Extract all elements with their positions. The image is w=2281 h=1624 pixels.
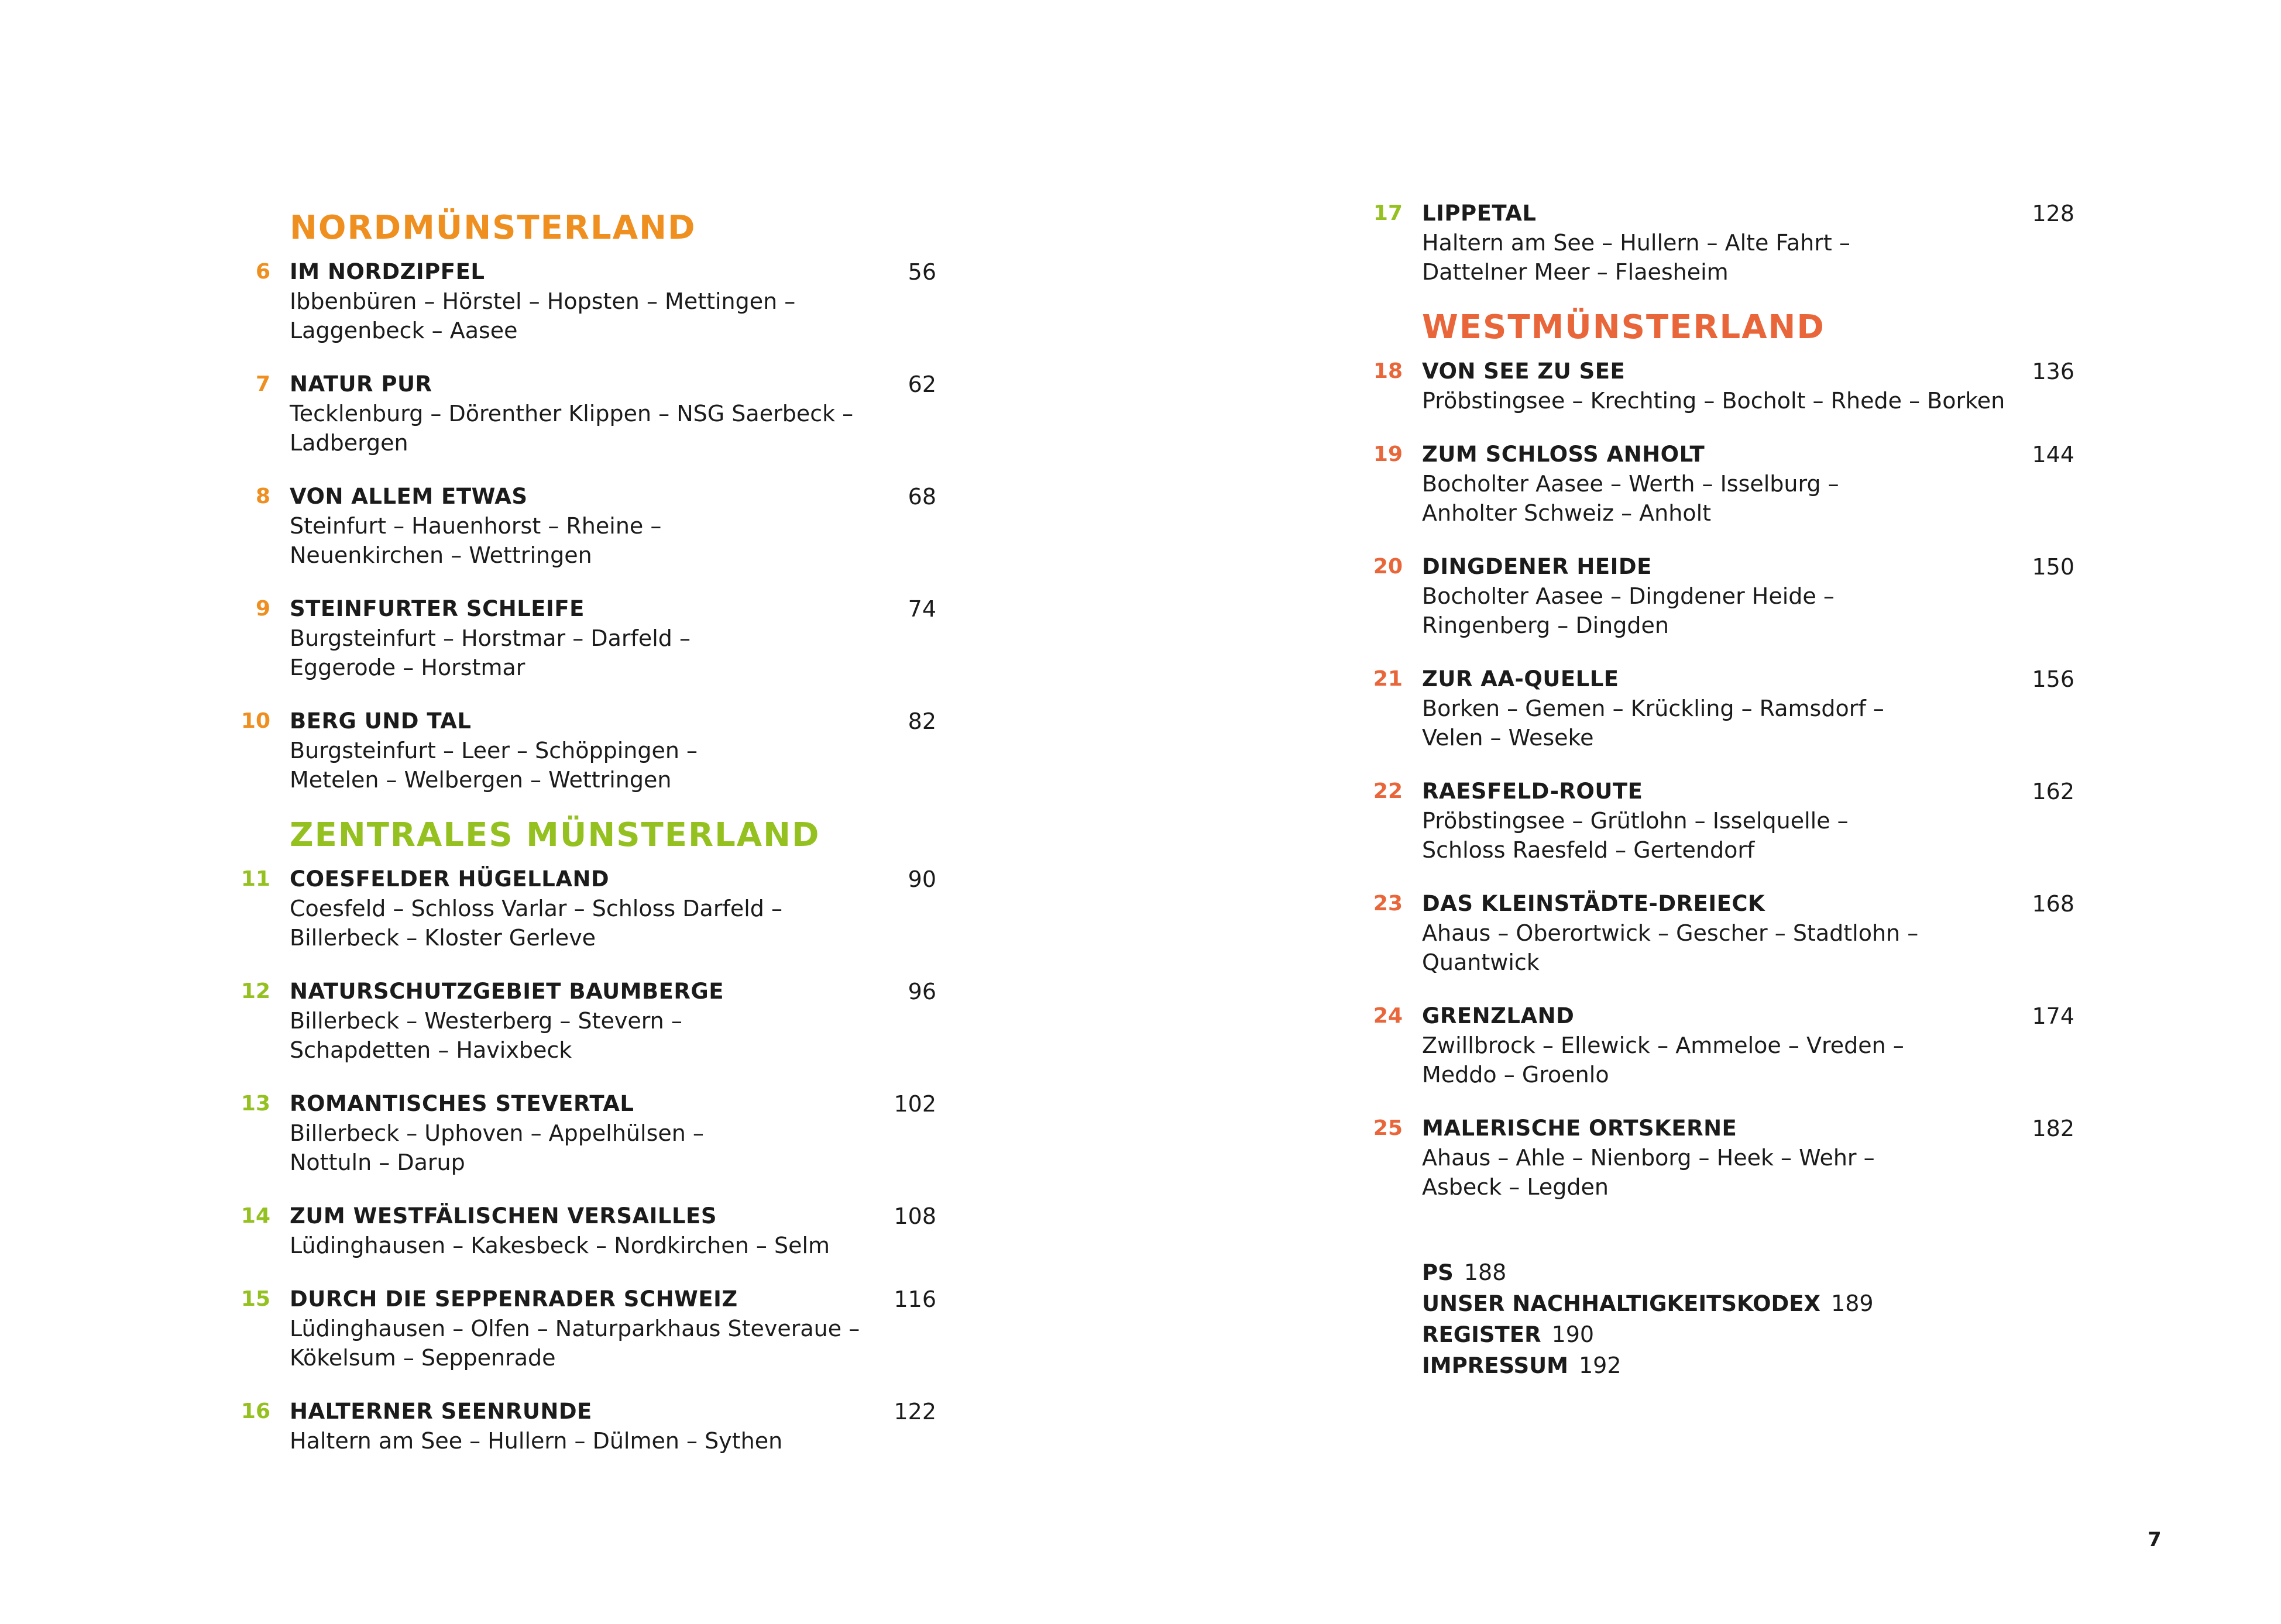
entry-number: 15 [241,1287,270,1311]
entry-page: 156 [2032,666,2074,692]
entry-description: Ahaus – Oberortwick – Gescher – Stadtlohn – Quantwick [1422,920,1919,975]
appendix-label: IMPRESSUM [1422,1353,1568,1378]
entry-description: Lüdinghausen – Kakesbeck – Nordkirchen – Selm [290,1233,830,1258]
section-zentrales-muensterland [240,806,936,1456]
appendix-item[interactable] [1422,1319,2074,1350]
entry-number: 25 [1373,1116,1403,1140]
entry-description: Burgsteinfurt – Horstmar – Darfeld – Eggerode – Horstmar [290,625,691,680]
entry-title: COESFELDER HÜGELLAND [290,866,610,892]
appendix-page: 188 [1464,1260,1507,1285]
right-column [1372,199,2074,1381]
entry-number: 6 [255,260,270,284]
toc-entry[interactable] [1372,889,2074,977]
toc-entry[interactable] [1372,357,2074,415]
entry-title: VON ALLEM ETWAS [290,484,528,509]
entry-page: 62 [908,371,936,397]
entry-page: 108 [894,1203,936,1229]
entry-number: 10 [241,709,270,733]
toc-entry[interactable] [240,370,936,457]
entry-description: Tecklenburg – Dörenther Klippen – NSG Saerbeck – Ladbergen [290,401,854,456]
entry-page: 102 [894,1091,936,1117]
entry-title: NATUR PUR [290,371,432,397]
appendix-page: 189 [1831,1291,1874,1316]
section-heading: NORDMÜNSTERLAND [290,209,696,247]
entry-page: 56 [908,259,936,285]
entry-page: 144 [2032,442,2074,467]
entry-title: ZUM SCHLOSS ANHOLT [1422,442,1705,467]
entry-number: 17 [1373,201,1403,225]
entry-description: Pröbstingsee – Grütlohn – Isselquelle – Schloss Raesfeld – Gertendorf [1422,808,1849,863]
entry-title: GRENZLAND [1422,1003,1575,1028]
entry-title: VON SEE ZU SEE [1422,359,1626,384]
left-column [240,199,936,1480]
appendix-label: REGISTER [1422,1322,1541,1347]
toc-entry[interactable] [240,594,936,682]
entry-number: 24 [1373,1004,1403,1028]
toc-entry[interactable] [240,1397,936,1456]
toc-entry[interactable] [240,707,936,794]
entry-page: 68 [908,484,936,510]
entry-description: Zwillbrock – Ellewick – Ammeloe – Vreden – Meddo – Groenlo [1422,1033,1904,1088]
entry-page: 182 [2032,1116,2074,1141]
toc-entry[interactable] [240,482,936,570]
entry-page: 90 [908,866,936,892]
entry-number: 23 [1373,892,1403,916]
toc-entry[interactable] [1372,777,2074,865]
entry-page: 122 [894,1399,936,1425]
entry-number: 13 [241,1092,270,1116]
toc-entry[interactable] [1372,552,2074,640]
entry-title: RAESFELD-ROUTE [1422,779,1643,804]
entry-description: Billerbeck – Westerberg – Stevern – Schapdetten – Havixbeck [290,1008,682,1063]
entry-description: Billerbeck – Uphoven – Appelhülsen – Nottuln – Darup [290,1120,704,1175]
entry-number: 9 [255,597,270,621]
appendix-item[interactable] [1422,1257,2074,1288]
toc-entry[interactable] [240,1089,936,1177]
entry-page: 162 [2032,779,2074,804]
toc-entry[interactable] [1372,1114,2074,1202]
entry-page: 174 [2032,1003,2074,1029]
entry-number: 21 [1373,667,1403,691]
entry-number: 12 [241,979,270,1003]
entry-page: 128 [2032,201,2074,226]
entry-description: Haltern am See – Hullern – Alte Fahrt – Dattelner Meer – Flaesheim [1422,230,1850,285]
appendix-label: UNSER NACHHALTIGKEITSKODEX [1422,1291,1821,1316]
entry-title: HALTERNER SEENRUNDE [290,1399,592,1424]
appendix-page: 192 [1578,1353,1622,1378]
toc-entry[interactable] [240,257,936,345]
entry-number: 18 [1373,359,1403,383]
entry-title: MALERISCHE ORTSKERNE [1422,1116,1737,1141]
entry-number: 16 [241,1399,270,1423]
entry-description: Lüdinghausen – Olfen – Naturparkhaus Steveraue – Kökelsum – Seppenrade [290,1316,860,1371]
section-heading: WESTMÜNSTERLAND [1422,308,1825,346]
entry-title: ZUR AA-QUELLE [1422,666,1619,691]
section-heading: ZENTRALES MÜNSTERLAND [290,816,820,854]
appendix-item[interactable] [1422,1288,2074,1319]
entry-description: Coesfeld – Schloss Varlar – Schloss Darfeld – Billerbeck – Kloster Gerleve [290,896,782,951]
entry-title: LIPPETAL [1422,201,1537,226]
toc-entry[interactable] [1372,1002,2074,1089]
entry-title: IM NORDZIPFEL [290,259,485,284]
entry-page: 74 [908,596,936,622]
entry-number: 20 [1373,555,1403,579]
appendix-page: 190 [1551,1322,1595,1347]
entry-title: DAS KLEINSTÄDTE-DREIECK [1422,891,1765,916]
toc-entry[interactable] [240,1285,936,1372]
entry-number: 8 [255,484,270,508]
entry-page: 82 [908,708,936,734]
entry-title: STEINFURTER SCHLEIFE [290,596,585,621]
entry-number: 14 [241,1204,270,1228]
entry-number: 7 [255,372,270,396]
toc-entry[interactable] [1372,665,2074,752]
entry-description: Haltern am See – Hullern – Dülmen – Sythen [290,1428,783,1454]
toc-entry[interactable] [1372,199,2074,287]
toc-entry[interactable] [240,1202,936,1260]
entry-number: 11 [241,867,270,891]
toc-entry[interactable] [1372,440,2074,528]
entry-title: NATURSCHUTZGEBIET BAUMBERGE [290,979,724,1004]
entry-page: 136 [2032,359,2074,384]
entry-number: 22 [1373,779,1403,803]
appendix-item[interactable] [1422,1350,2074,1381]
appendix-label: PS [1422,1260,1454,1285]
entry-description: Borken – Gemen – Krückling – Ramsdorf – Velen – Weseke [1422,696,1884,751]
entry-description: Ahaus – Ahle – Nienborg – Heek – Wehr – Asbeck – Legden [1422,1145,1875,1200]
page-number: 7 [2148,1528,2162,1551]
entry-page: 96 [908,979,936,1004]
appendix-list [1422,1257,2074,1381]
entry-description: Pröbstingsee – Krechting – Bocholt – Rhede – Borken [1422,388,2005,414]
entry-title: DINGDENER HEIDE [1422,554,1652,579]
entry-page: 150 [2032,554,2074,580]
entry-title: ZUM WESTFÄLISCHEN VERSAILLES [290,1203,717,1229]
entry-description: Steinfurt – Hauenhorst – Rheine – Neuenkirchen – Wettringen [290,513,662,568]
entry-description: Bocholter Aasee – Werth – Isselburg – Anholter Schweiz – Anholt [1422,471,1839,526]
entry-title: BERG UND TAL [290,708,472,734]
section-westmuensterland [1372,298,2074,1202]
entry-description: Ibbenbüren – Hörstel – Hopsten – Mettingen – Laggenbeck – Aasee [290,288,796,343]
toc-entry[interactable] [240,977,936,1065]
entry-page: 168 [2032,891,2074,917]
entry-title: DURCH DIE SEPPENRADER SCHWEIZ [290,1286,738,1312]
entry-title: ROMANTISCHES STEVERTAL [290,1091,634,1116]
entry-page: 116 [894,1286,936,1312]
entry-description: Bocholter Aasee – Dingdener Heide – Ringenberg – Dingden [1422,583,1835,638]
section-nordmuensterland [240,199,936,794]
entry-description: Burgsteinfurt – Leer – Schöppingen – Metelen – Welbergen – Wettringen [290,738,698,793]
toc-entry[interactable] [240,865,936,952]
entry-number: 19 [1373,442,1403,466]
